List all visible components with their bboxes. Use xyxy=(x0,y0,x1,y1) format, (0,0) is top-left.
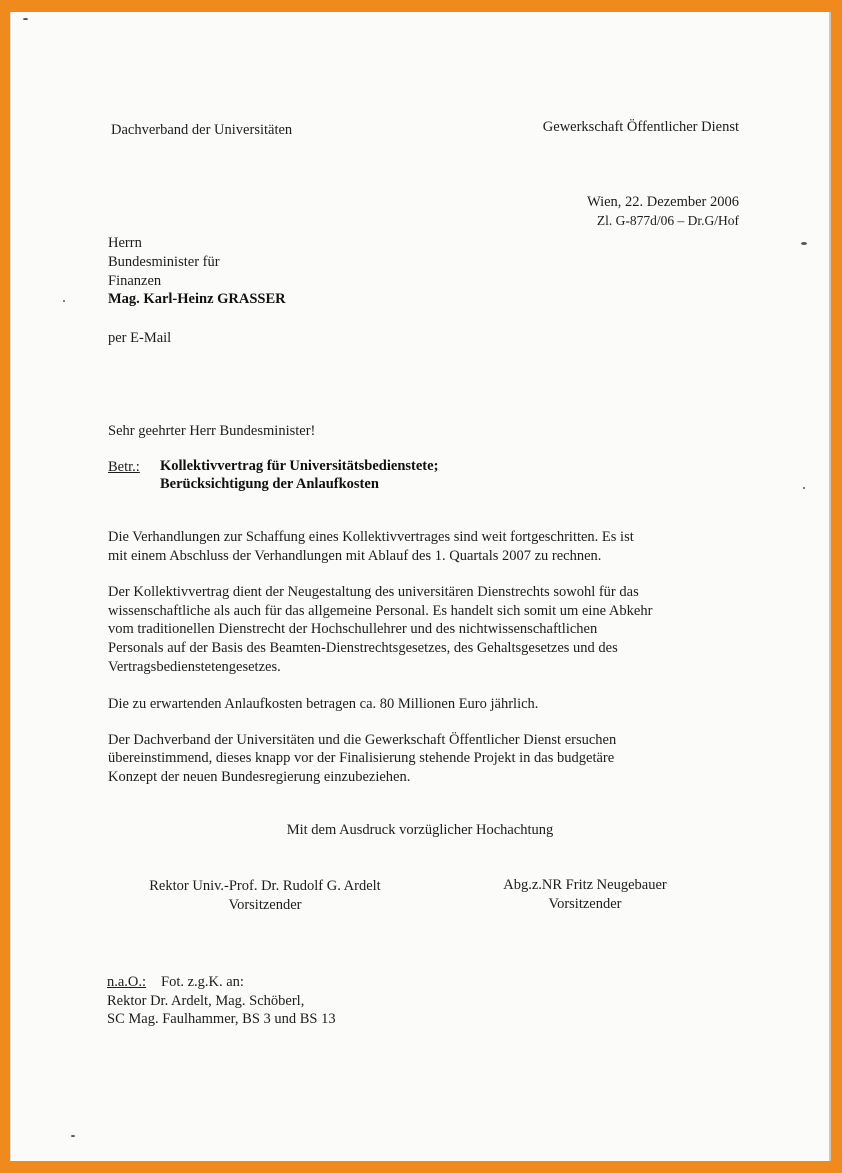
paragraph-line: Vertragsbedienstetengesetzes. xyxy=(108,659,281,675)
paragraph-line: Die Verhandlungen zur Schaffung eines Kollektivvertrages sind weit fortgeschritten. Es ist xyxy=(108,529,634,545)
closing-phrase: Mit dem Ausdruck vorzüglicher Hochachtung xyxy=(286,822,554,838)
letter-date: Wien, 22. Dezember 2006 xyxy=(586,194,739,210)
signature-left-name: Rektor Univ.-Prof. Dr. Rudolf G. Ardelt xyxy=(149,878,381,894)
scan-speck xyxy=(63,300,65,302)
cc-line1: Fot. z.g.K. an: xyxy=(161,974,244,990)
paragraph-line: mit einem Abschluss der Verhandlungen mit Ablauf des 1. Quartals 2007 zu rechnen. xyxy=(108,548,602,564)
subject-line2: Berücksichtigung der Anlaufkosten xyxy=(160,476,379,492)
paragraph-line: wissenschaftliche als auch für das allgemeine Personal. Es handelt sich somit um eine Abkehr xyxy=(108,603,653,619)
cc-label: n.a.O.: xyxy=(107,974,147,990)
cc-line2: Rektor Dr. Ardelt, Mag. Schöberl, xyxy=(107,993,305,1009)
scan-speck xyxy=(801,242,807,245)
paragraph-line: übereinstimmend, dieses knapp vor der Finalisierung stehende Projekt in das budgetäre xyxy=(108,750,615,766)
scan-speck xyxy=(23,18,28,20)
paragraph-line: Der Kollektivvertrag dient der Neugestaltung des universitären Dienstrechts sowohl für das xyxy=(108,584,639,600)
scan-speck xyxy=(803,487,805,489)
sender-left-org: Dachverband der Universitäten xyxy=(111,122,293,138)
paragraph-line: Personals auf der Basis des Beamten-Dienstrechtsgesetzes, des Gehaltsgesetzes und des xyxy=(108,640,618,656)
subject-line1: Kollektivvertrag für Universitätsbedienstete; xyxy=(160,458,439,474)
greeting: Sehr geehrter Herr Bundesminister! xyxy=(108,423,316,439)
cc-line3: SC Mag. Faulhammer, BS 3 und BS 13 xyxy=(107,1011,336,1027)
recipient-salutation: Herrn xyxy=(108,235,142,251)
paragraph-line: Die zu erwartenden Anlaufkosten betragen ca. 80 Millionen Euro jährlich. xyxy=(108,696,539,712)
recipient-title-line2: Finanzen xyxy=(108,273,162,289)
paragraph-line: Konzept der neuen Bundesregierung einzubeziehen. xyxy=(108,769,411,785)
letter-page xyxy=(10,12,831,1161)
delivery-method: per E-Mail xyxy=(108,330,172,346)
sender-right-org: Gewerkschaft Öffentlicher Dienst xyxy=(542,119,739,135)
signature-right-name: Abg.z.NR Fritz Neugebauer xyxy=(503,877,667,893)
letter-reference: Zl. G-877d/06 – Dr.G/Hof xyxy=(596,213,739,228)
paragraph-line: vom traditionellen Dienstrecht der Hochschullehrer und des nichtwissenschaftlichen xyxy=(108,621,598,637)
recipient-title-line1: Bundesminister für xyxy=(108,254,220,270)
scan-speck xyxy=(71,1135,75,1137)
signature-right-role: Vorsitzender xyxy=(548,896,622,912)
subject-label: Betr.: xyxy=(108,459,140,475)
paragraph-line: Der Dachverband der Universitäten und die Gewerkschaft Öffentlicher Dienst ersuchen xyxy=(108,732,617,748)
recipient-name: Mag. Karl-Heinz GRASSER xyxy=(108,291,286,307)
signature-left-role: Vorsitzender xyxy=(228,897,302,913)
